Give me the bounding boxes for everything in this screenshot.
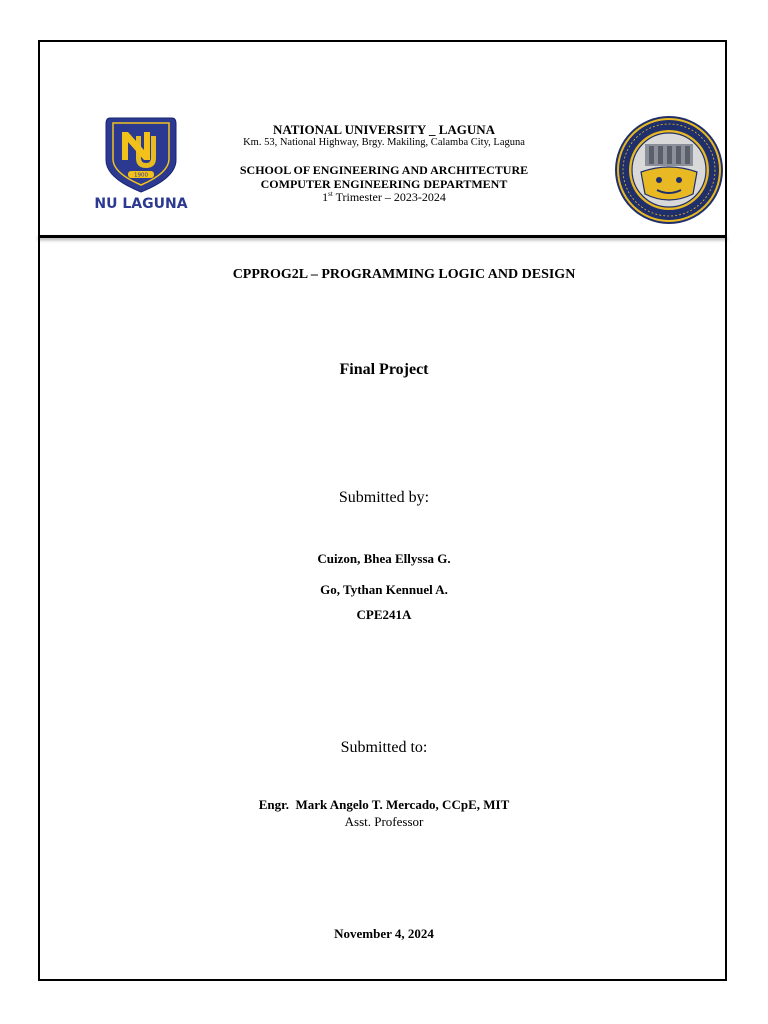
school-name: SCHOOL OF ENGINEERING AND ARCHITECTURE: [239, 163, 529, 177]
member-name: Cuizon, Bhea Ellyssa G.: [317, 551, 451, 566]
university-name: NATIONAL UNIVERSITY _ LAGUNA: [272, 122, 496, 137]
adviser-name: Engr. Mark Angelo T. Mercado, CCpE, MIT: [258, 797, 510, 812]
project-title: Final Project: [339, 361, 429, 378]
member-name: Go, Tythan Kennuel A.: [320, 582, 448, 597]
section-code: CPE241A: [356, 607, 412, 622]
term-number: 1: [322, 190, 329, 204]
adviser-position: Asst. Professor: [344, 814, 424, 829]
header-divider: [38, 235, 727, 238]
course-title: CPPROG2L – PROGRAMMING LOGIC AND DESIGN: [232, 267, 576, 282]
university-address: Km. 53, National Highway, Brgy. Makiling, Calamba City, Laguna: [243, 137, 525, 148]
term-rest: Trimester – 2023-2024: [332, 190, 446, 204]
term-suffix: st: [328, 190, 333, 198]
logo-year: 1900: [134, 172, 148, 179]
logo-text: NU LAGUNA: [94, 196, 188, 212]
department-name: COMPUTER ENGINEERING DEPARTMENT: [260, 177, 508, 191]
submission-date: November 4, 2024: [334, 926, 434, 941]
submitted-to-label: Submitted to:: [340, 739, 428, 756]
term-line: [0, 190, 768, 205]
submitted-by-label: Submitted by:: [338, 489, 430, 506]
